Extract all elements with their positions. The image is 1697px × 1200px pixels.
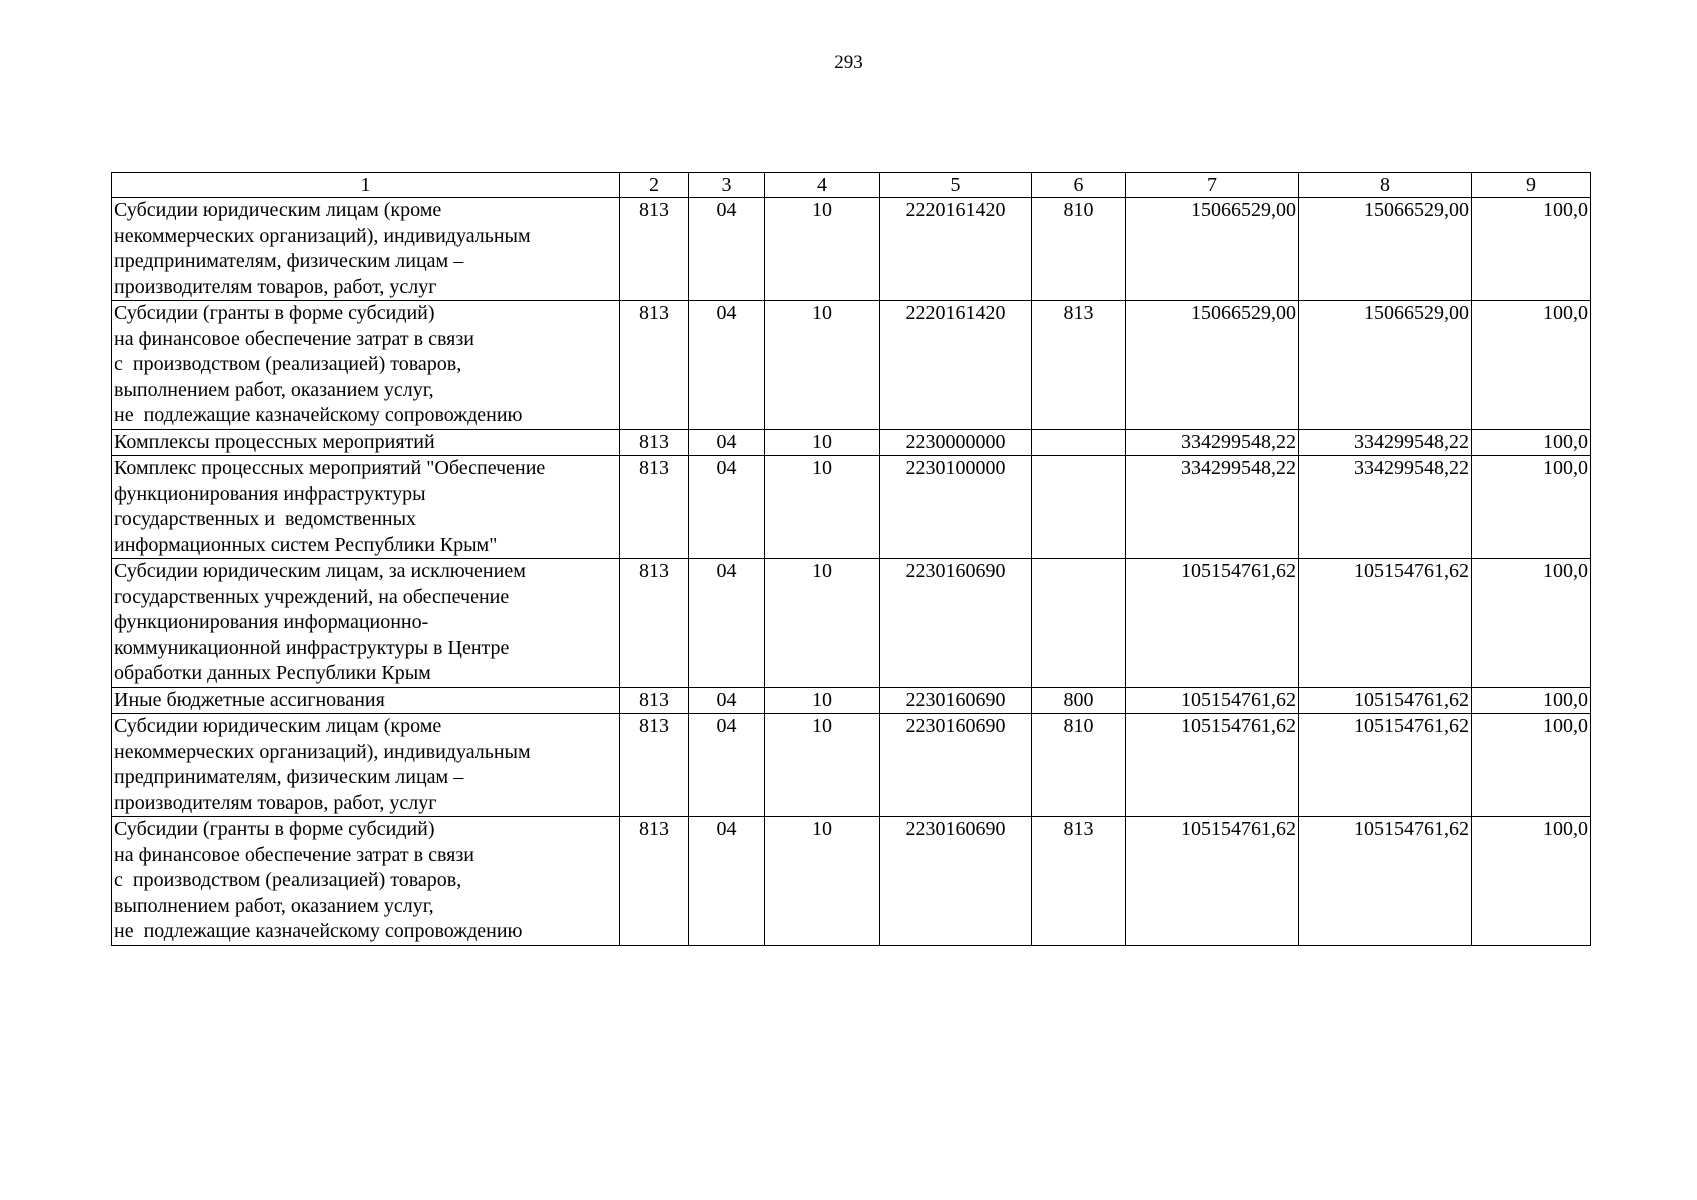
row-name-cell xyxy=(112,714,620,817)
expense-type-cell xyxy=(1032,456,1126,559)
row-name-line: Комплекс процессных мероприятий "Обеспечение xyxy=(114,457,546,479)
row-name-cell xyxy=(112,817,620,946)
row-name-line: производителям товаров, работ, услуг xyxy=(114,275,437,298)
target-article-cell: 2230000000 xyxy=(880,429,1032,456)
row-name-line: на финансовое обеспечение затрат в связи xyxy=(114,843,474,866)
execution-percent-cell: 100,0 xyxy=(1472,817,1591,946)
section-code-cell: 04 xyxy=(689,817,765,946)
column-header-1: 1 xyxy=(112,173,620,198)
row-name-cell xyxy=(112,456,620,559)
section-code-cell: 04 xyxy=(689,429,765,456)
row-name-line: государственных учреждений, на обеспечение xyxy=(114,585,510,608)
row-name-line: государственных и ведомственных xyxy=(114,508,417,530)
ministry-code-cell: 813 xyxy=(620,198,689,301)
row-name-line: с производством (реализацией) товаров, xyxy=(114,869,462,891)
executed-amount-cell: 15066529,00 xyxy=(1299,301,1472,430)
row-name-line: обработки данных Республики Крым xyxy=(114,662,431,684)
subsection-code-cell: 10 xyxy=(765,301,880,430)
table-row xyxy=(112,429,1591,456)
row-name-line: функционирования информационно- xyxy=(114,611,429,633)
column-header-8: 8 xyxy=(1299,173,1472,198)
subsection-code-cell: 10 xyxy=(765,429,880,456)
executed-amount-cell: 105154761,62 xyxy=(1299,714,1472,817)
row-name-line: производителям товаров, работ, услуг xyxy=(114,791,437,814)
subsection-code-cell: 10 xyxy=(765,198,880,301)
table-row xyxy=(112,198,1591,301)
section-code-cell: 04 xyxy=(689,456,765,559)
table-row xyxy=(112,687,1591,714)
ministry-code-cell: 813 xyxy=(620,456,689,559)
execution-percent-cell: 100,0 xyxy=(1472,687,1591,714)
table-row xyxy=(112,456,1591,559)
row-name-line: Субсидии юридическим лицам (кроме xyxy=(114,715,442,737)
row-name-line: Субсидии (гранты в форме субсидий) xyxy=(114,302,435,324)
column-header-3: 3 xyxy=(689,173,765,198)
row-name-line: выполнением работ, оказанием услуг, xyxy=(114,378,434,401)
approved-amount-cell: 334299548,22 xyxy=(1126,456,1299,559)
row-name-cell xyxy=(112,301,620,430)
row-name-line: функционирования инфраструктуры xyxy=(114,482,426,505)
table-row xyxy=(112,714,1591,817)
row-name-line: выполнением работ, оказанием услуг, xyxy=(114,894,434,917)
approved-amount-cell: 15066529,00 xyxy=(1126,198,1299,301)
section-code-cell: 04 xyxy=(689,198,765,301)
ministry-code-cell: 813 xyxy=(620,817,689,946)
subsection-code-cell: 10 xyxy=(765,714,880,817)
target-article-cell: 2220161420 xyxy=(880,198,1032,301)
section-code-cell: 04 xyxy=(689,301,765,430)
row-name-line: предпринимателям, физическим лицам – xyxy=(114,766,464,788)
expense-type-cell: 800 xyxy=(1032,687,1126,714)
approved-amount-cell: 105154761,62 xyxy=(1126,559,1299,688)
page-number: 293 xyxy=(834,52,863,73)
row-name-line: с производством (реализацией) товаров, xyxy=(114,353,462,375)
target-article-cell: 2230160690 xyxy=(880,714,1032,817)
row-name-line: не подлежащие казначейскому сопровождению xyxy=(114,920,523,942)
expense-type-cell xyxy=(1032,559,1126,688)
execution-percent-cell: 100,0 xyxy=(1472,429,1591,456)
row-name-cell xyxy=(112,198,620,301)
expense-type-cell: 810 xyxy=(1032,198,1126,301)
target-article-cell: 2230160690 xyxy=(880,559,1032,688)
expense-type-cell: 810 xyxy=(1032,714,1126,817)
target-article-cell: 2230160690 xyxy=(880,687,1032,714)
row-name-cell xyxy=(112,559,620,688)
column-header-9: 9 xyxy=(1472,173,1591,198)
executed-amount-cell: 105154761,62 xyxy=(1299,687,1472,714)
header-row xyxy=(112,173,1591,198)
column-header-4: 4 xyxy=(765,173,880,198)
target-article-cell: 2220161420 xyxy=(880,301,1032,430)
ministry-code-cell: 813 xyxy=(620,687,689,714)
executed-amount-cell: 334299548,22 xyxy=(1299,429,1472,456)
table-row xyxy=(112,817,1591,946)
approved-amount-cell: 105154761,62 xyxy=(1126,714,1299,817)
target-article-cell: 2230160690 xyxy=(880,817,1032,946)
table-row xyxy=(112,301,1591,430)
row-name-line: информационных систем Республики Крым" xyxy=(114,533,498,556)
row-name-line: некоммерческих организаций), индивидуальным xyxy=(114,740,531,763)
execution-percent-cell: 100,0 xyxy=(1472,301,1591,430)
approved-amount-cell: 105154761,62 xyxy=(1126,817,1299,946)
ministry-code-cell: 813 xyxy=(620,559,689,688)
ministry-code-cell: 813 xyxy=(620,429,689,456)
row-name-line: Субсидии (гранты в форме субсидий) xyxy=(114,818,435,840)
table-row xyxy=(112,559,1591,688)
column-header-6: 6 xyxy=(1032,173,1126,198)
row-name-cell xyxy=(112,429,620,456)
expense-type-cell: 813 xyxy=(1032,301,1126,430)
subsection-code-cell: 10 xyxy=(765,559,880,688)
budget-table xyxy=(111,172,1591,946)
subsection-code-cell: 10 xyxy=(765,817,880,946)
execution-percent-cell: 100,0 xyxy=(1472,559,1591,688)
executed-amount-cell: 105154761,62 xyxy=(1299,817,1472,946)
section-code-cell: 04 xyxy=(689,714,765,817)
execution-percent-cell: 100,0 xyxy=(1472,456,1591,559)
ministry-code-cell: 813 xyxy=(620,301,689,430)
approved-amount-cell: 105154761,62 xyxy=(1126,687,1299,714)
executed-amount-cell: 15066529,00 xyxy=(1299,198,1472,301)
row-name-line: Комплексы процессных мероприятий xyxy=(114,430,435,453)
approved-amount-cell: 334299548,22 xyxy=(1126,429,1299,456)
row-name-line: коммуникационной инфраструктуры в Центре xyxy=(114,636,510,659)
expense-type-cell xyxy=(1032,429,1126,456)
row-name-line: Иные бюджетные ассигнования xyxy=(114,688,385,711)
approved-amount-cell: 15066529,00 xyxy=(1126,301,1299,430)
ministry-code-cell: 813 xyxy=(620,714,689,817)
execution-percent-cell: 100,0 xyxy=(1472,198,1591,301)
target-article-cell: 2230100000 xyxy=(880,456,1032,559)
section-code-cell: 04 xyxy=(689,687,765,714)
expense-type-cell: 813 xyxy=(1032,817,1126,946)
column-header-5: 5 xyxy=(880,173,1032,198)
row-name-line: не подлежащие казначейскому сопровождению xyxy=(114,404,523,426)
subsection-code-cell: 10 xyxy=(765,456,880,559)
executed-amount-cell: 105154761,62 xyxy=(1299,559,1472,688)
row-name-line: Субсидии юридическим лицам (кроме xyxy=(114,199,442,221)
row-name-line: предпринимателям, физическим лицам – xyxy=(114,250,464,272)
row-name-cell xyxy=(112,687,620,714)
row-name-line: некоммерческих организаций), индивидуальным xyxy=(114,224,531,247)
section-code-cell: 04 xyxy=(689,559,765,688)
execution-percent-cell: 100,0 xyxy=(1472,714,1591,817)
row-name-line: Субсидии юридическим лицам, за исключением xyxy=(114,560,526,582)
column-header-2: 2 xyxy=(620,173,689,198)
table-body xyxy=(112,198,1591,946)
row-name-line: на финансовое обеспечение затрат в связи xyxy=(114,327,474,350)
column-header-7: 7 xyxy=(1126,173,1299,198)
subsection-code-cell: 10 xyxy=(765,687,880,714)
executed-amount-cell: 334299548,22 xyxy=(1299,456,1472,559)
